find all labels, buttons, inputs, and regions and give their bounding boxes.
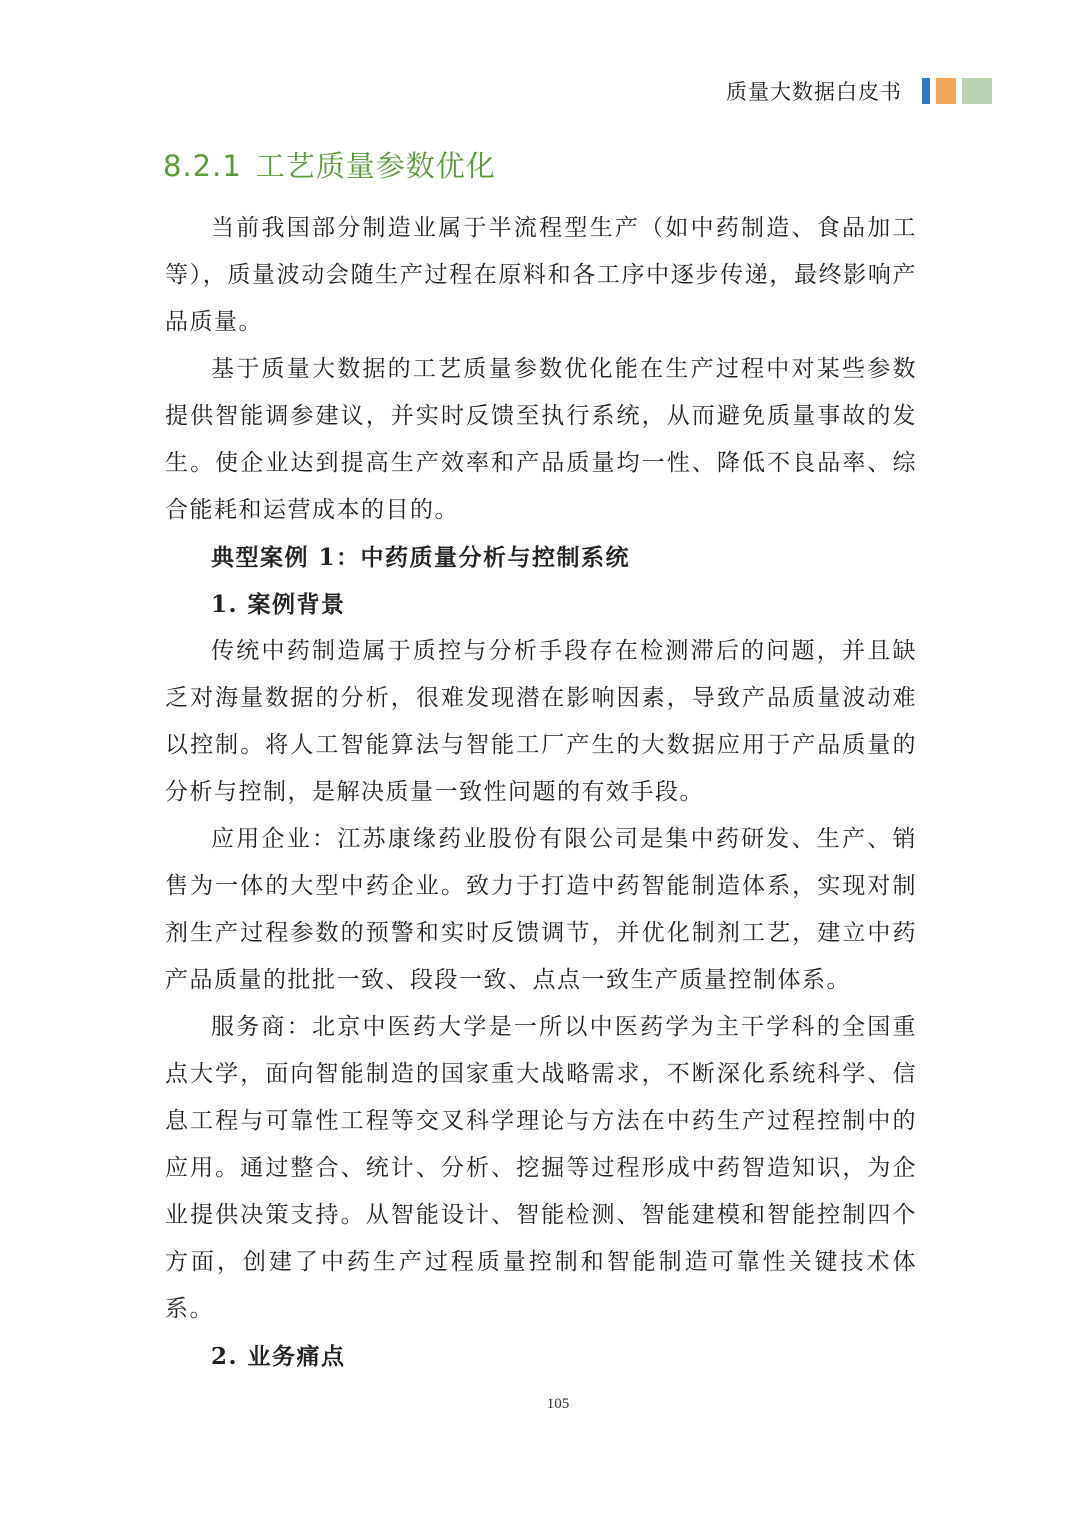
section-title: 工艺质量参数优化 (255, 149, 496, 183)
header-block-orange (936, 78, 956, 104)
subsection-background: 1. 案例背景 (211, 591, 346, 618)
section-heading (163, 144, 496, 185)
header-color-blocks (922, 78, 992, 104)
subsection-pain-points: 2. 业务痛点 (211, 1343, 346, 1370)
paragraph-intro: 当前我国部分制造业属于半流程型生产（如中药制造、食品加工等），质量波动会随生产过程在原料和各工序中逐步传递，最终影响产品质量。 (165, 215, 917, 335)
page-header (726, 74, 992, 108)
paragraph-provider: 服务商：北京中医药大学是一所以中医药学为主干学科的全国重点大学，面向智能制造的国家重大战略需求，不断深化系统科学、信息工程与可靠性工程等交叉科学理论与方法在中药生产过程控制中的应用。通过整合、统计、分析、挖掘等过程形成中药智造知识，为企业提供决策支持。从智能设计、智能检测、智能建模和智能控制四个方面，创建了中药生产过程质量控制和智能制造可靠性关键技术体系。 (165, 1014, 917, 1322)
header-title: 质量大数据白皮书 (726, 80, 902, 104)
paragraph-enterprise: 应用企业：江苏康缘药业股份有限公司是集中药研发、生产、销售为一体的大型中药企业。致力于打造中药智能制造体系，实现对制剂生产过程参数的预警和实时反馈调节，并优化制剂工艺，建立中药产品质量的批批一致、段段一致、点点一致生产质量控制体系。 (165, 826, 917, 993)
header-block-green (962, 78, 992, 104)
page-body (165, 205, 917, 1380)
paragraph-optimization: 基于质量大数据的工艺质量参数优化能在生产过程中对某些参数提供智能调参建议，并实时反馈至执行系统，从而避免质量事故的发生。使企业达到提高生产效率和产品质量均一性、降低不良品率、综合能耗和运营成本的目的。 (165, 356, 917, 523)
paragraph-background: 传统中药制造属于质控与分析手段存在检测滞后的问题，并且缺乏对海量数据的分析，很难发现潜在影响因素，导致产品质量波动难以控制。将人工智能算法与智能工厂产生的大数据应用于产品质量的分析与控制，是解决质量一致性问题的有效手段。 (165, 638, 917, 805)
page-number: 105 (546, 1396, 570, 1412)
case-title: 典型案例 1：中药质量分析与控制系统 (211, 544, 631, 571)
header-block-blue (922, 78, 930, 104)
section-number: 8.2.1 (163, 149, 242, 183)
